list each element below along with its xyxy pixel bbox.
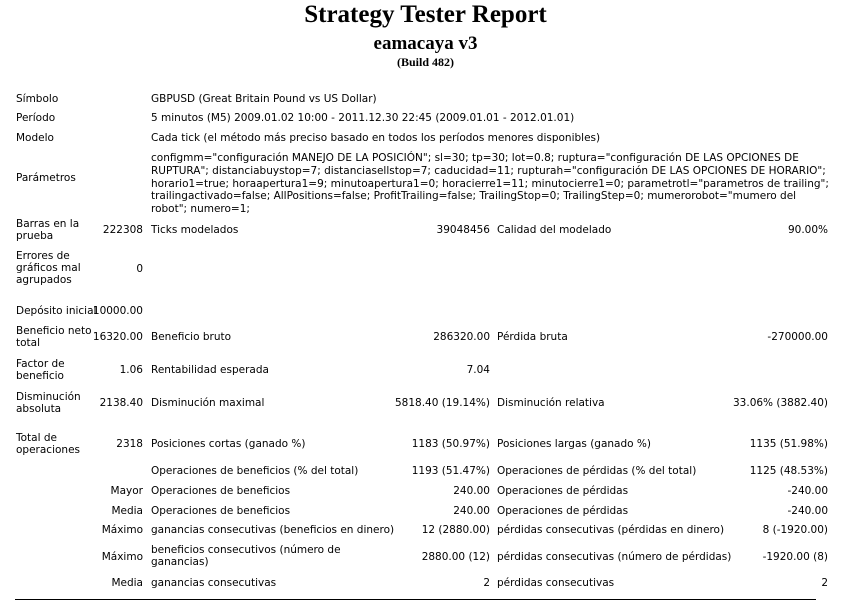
largest-profit-label: Operaciones de beneficios — [151, 485, 291, 497]
gross-loss-label: Pérdida bruta — [497, 331, 568, 343]
profit-factor-value: 1.06 — [119, 364, 143, 376]
params-label: Parámetros — [16, 172, 76, 184]
largest-loss-value: -240.00 — [787, 485, 828, 497]
max-consec-profit-label: beneficios consecutivos (número de ganancias) — [151, 544, 341, 568]
deposit-value: 10000.00 — [92, 305, 143, 317]
largest-loss-label: Operaciones de pérdidas — [497, 485, 629, 497]
net-profit-label: Beneficio neto total — [16, 325, 92, 349]
gross-profit-value: 286320.00 — [433, 331, 490, 343]
net-profit-value: 16320.00 — [92, 331, 143, 343]
largest-prefix: Mayor — [110, 485, 143, 497]
ticks-label: Ticks modelados — [151, 224, 239, 236]
avg-consec-wins-value: 2 — [483, 577, 490, 589]
model-value: Cada tick (el método más preciso basado en todos los períodos menores disponibles) — [151, 132, 601, 144]
avg-consec-wins-label: ganancias consecutivas — [151, 577, 277, 589]
max-consec-loss-value: -1920.00 (8) — [762, 551, 828, 563]
profit-trades-value: 1193 (51.47%) — [411, 465, 490, 477]
max-consec-wins-label: ganancias consecutivas (beneficios en dinero) — [151, 524, 395, 536]
mismatch-label: Errores de gráficos mal agrupados — [16, 250, 81, 286]
average-profit-label: Operaciones de beneficios — [151, 505, 291, 517]
period-label: Período — [16, 112, 56, 124]
rel-drawdown-value: 33.06% (3882.40) — [733, 397, 828, 409]
deposit-label: Depósito inicial — [16, 305, 97, 317]
max-consec-losses-value: 8 (-1920.00) — [762, 524, 828, 536]
average-loss-label: Operaciones de pérdidas — [497, 505, 629, 517]
payoff-value: 7.04 — [466, 364, 490, 376]
total-trades-value: 2318 — [116, 438, 143, 450]
avg-consec-prefix: Media — [111, 577, 143, 589]
short-positions-label: Posiciones cortas (ganado %) — [151, 438, 306, 450]
profit-trades-label: Operaciones de beneficios (% del total) — [151, 465, 359, 477]
loss-trades-label: Operaciones de pérdidas (% del total) — [497, 465, 697, 477]
average-loss-value: -240.00 — [787, 505, 828, 517]
loss-trades-value: 1125 (48.53%) — [749, 465, 828, 477]
abs-drawdown-label: Disminución absoluta — [16, 391, 81, 415]
max-consec-loss-label: pérdidas consecutivas (número de pérdidas) — [497, 551, 732, 563]
long-positions-value: 1135 (51.98%) — [749, 438, 828, 450]
bars-value: 222308 — [102, 224, 143, 236]
max-consec-profit-value: 2880.00 (12) — [421, 551, 490, 563]
total-trades-label: Total de operaciones — [16, 432, 80, 456]
build-number: (Build 482) — [396, 55, 454, 69]
average-prefix: Media — [111, 505, 143, 517]
payoff-label: Rentabilidad esperada — [151, 364, 269, 376]
short-positions-value: 1183 (50.97%) — [411, 438, 490, 450]
max-drawdown-label: Disminución maximal — [151, 397, 265, 409]
params-value: configmm="configuración MANEJO DE LA POSICIÓN"; sl=30; tp=30; lot=0.8; ruptura="configuración DE LAS OPCIONES DE RUPTURA"; distanciabuystop=7; distanciasellstop=7; caducidad=11; rupturah="configuración DE LAS OPCIONES DE HORARIO"; horario1=true; horaapertura1=9; minutoapertura1=0; horacierre1=11; minutocierre1=0; parametrotl="parametros de trailing"; trailingactivado=false; AllPositions=false; ProfitTrailing=false; TrailingStop=0; TrailingStep=0; mumerorobot="mumero del robot"; numero=1; — [151, 152, 829, 216]
avg-consec-losses-value: 2 — [821, 577, 828, 589]
model-label: Modelo — [16, 132, 54, 144]
max-consec-wins-value: 12 (2880.00) — [421, 524, 490, 536]
symbol-label: Símbolo — [16, 93, 59, 105]
average-profit-value: 240.00 — [453, 505, 490, 517]
quality-label: Calidad del modelado — [497, 224, 612, 236]
ticks-value: 39048456 — [436, 224, 490, 236]
gross-loss-value: -270000.00 — [767, 331, 828, 343]
max-consec-losses-label: pérdidas consecutivas (pérdidas en dinero) — [497, 524, 725, 536]
report-title: Strategy Tester Report — [304, 1, 547, 28]
cut-off-divider — [15, 599, 816, 600]
max-consec-prefix: Máximo — [101, 524, 143, 536]
max-consec-profit-prefix: Máximo — [101, 551, 143, 563]
max-drawdown-value: 5818.40 (19.14%) — [395, 397, 490, 409]
rel-drawdown-label: Disminución relativa — [497, 397, 605, 409]
abs-drawdown-value: 2138.40 — [99, 397, 143, 409]
avg-consec-losses-label: pérdidas consecutivas — [497, 577, 615, 589]
gross-profit-label: Beneficio bruto — [151, 331, 232, 343]
symbol-value: GBPUSD (Great Britain Pound vs US Dollar) — [151, 93, 377, 105]
largest-profit-value: 240.00 — [453, 485, 490, 497]
expert-name: eamacaya v3 — [373, 33, 478, 54]
long-positions-label: Posiciones largas (ganado %) — [497, 438, 651, 450]
profit-factor-label: Factor de beneficio — [16, 358, 65, 382]
quality-value: 90.00% — [787, 224, 828, 236]
bars-label: Barras en la prueba — [16, 218, 80, 242]
period-value: 5 minutos (M5) 2009.01.02 10:00 - 2011.12.30 22:45 (2009.01.01 - 2012.01.01) — [151, 112, 575, 124]
mismatch-value: 0 — [136, 263, 143, 275]
